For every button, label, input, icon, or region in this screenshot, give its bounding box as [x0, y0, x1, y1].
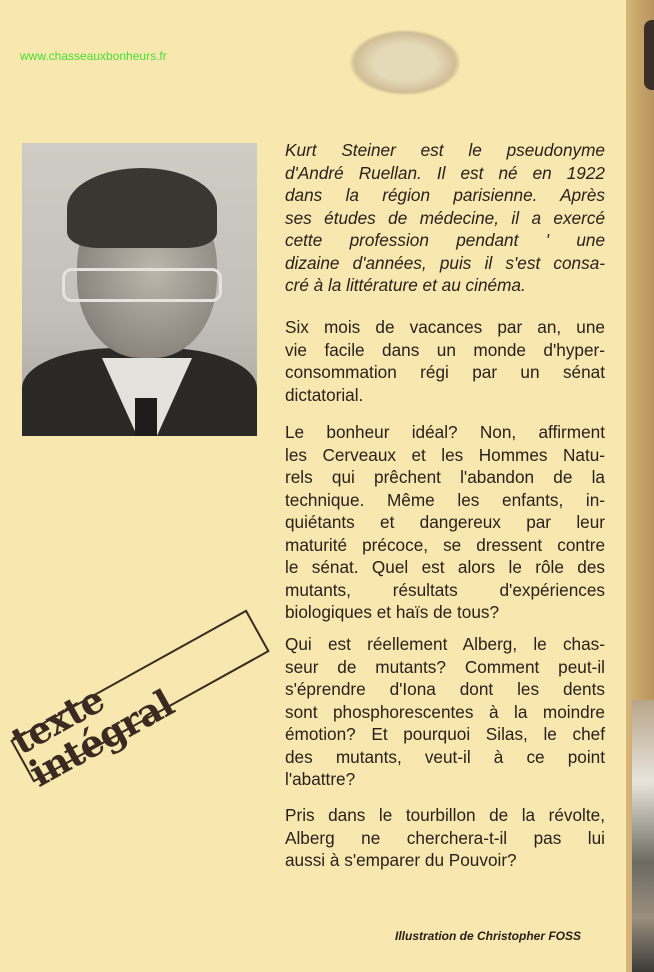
text-line: rels qui prêchent l'abandon de la — [285, 467, 605, 487]
text-line: mutants, résultats d'expériences — [285, 579, 605, 600]
text-line: Kurt Steiner est le pseudonyme — [285, 140, 605, 160]
blurb-paragraph-1 — [285, 316, 605, 406]
text-line: sont phosphorescentes à la moindre — [285, 701, 605, 722]
author-bio — [285, 139, 605, 297]
text-line: Qui est réellement Alberg, le chas- — [285, 634, 605, 654]
text-line: cré à la littérature et au cinéma. — [285, 275, 526, 295]
text-line: biologiques et haïs de tous? — [285, 602, 500, 622]
text-line: l'abattre? — [285, 769, 356, 789]
text-line: d'André Ruellan. Il est né en 1922 — [285, 162, 605, 183]
text-line: cette profession pendant ' une — [285, 230, 605, 250]
text-line: dictatorial. — [285, 384, 364, 405]
text-line: des mutants, veut-il à ce point — [285, 746, 605, 767]
text-line: Le bonheur idéal? Non, affirment — [285, 422, 605, 442]
text-line: maturité précoce, se dressent contre — [285, 534, 605, 555]
text-line: s'éprendre d'Iona dont les dents — [285, 679, 605, 699]
blurb-paragraph-2 — [285, 421, 605, 624]
text-line: seur de mutants? Comment peut-il — [285, 656, 605, 677]
text-line: les Cerveaux et les Hommes Natu- — [285, 444, 605, 465]
blurb-paragraph-3 — [285, 633, 605, 791]
text-line: technique. Même les enfants, in- — [285, 489, 605, 510]
text-line: Six mois de vacances par an, une — [285, 317, 605, 337]
text-line: ses études de médecine, il a exercé — [285, 207, 605, 228]
text-line: quiétants et dangereux par leur — [285, 512, 605, 532]
front-cover-edge — [632, 700, 654, 972]
text-line: émotion? Et pourquoi Silas, le chef — [285, 724, 605, 744]
text-line: dans la région parisienne. Après — [285, 185, 605, 205]
text-line: Pris dans le tourbillon de la révolte, — [285, 805, 605, 825]
illustration-credit: Illustration de Christopher FOSS — [395, 929, 582, 943]
text-line: Alberg ne cherchera-t-il pas lui — [285, 827, 605, 848]
text-line: le sénat. Quel est alors le rôle des — [285, 557, 605, 577]
text-line: aussi à s'emparer du Pouvoir? — [285, 850, 517, 870]
watermark-link[interactable]: www.chasseauxbonheurs.fr — [20, 49, 167, 63]
stamp-text: texte intégral — [3, 676, 181, 796]
stain — [350, 30, 460, 95]
spine-mark — [644, 20, 654, 90]
text-line: vie facile dans un monde d'hyper- — [285, 339, 605, 360]
text-line: consommation régi par un sénat — [285, 362, 605, 382]
blurb-paragraph-4 — [285, 804, 605, 872]
text-line: dizaine d'années, puis il s'est consa- — [285, 252, 605, 273]
author-photo — [22, 143, 257, 436]
